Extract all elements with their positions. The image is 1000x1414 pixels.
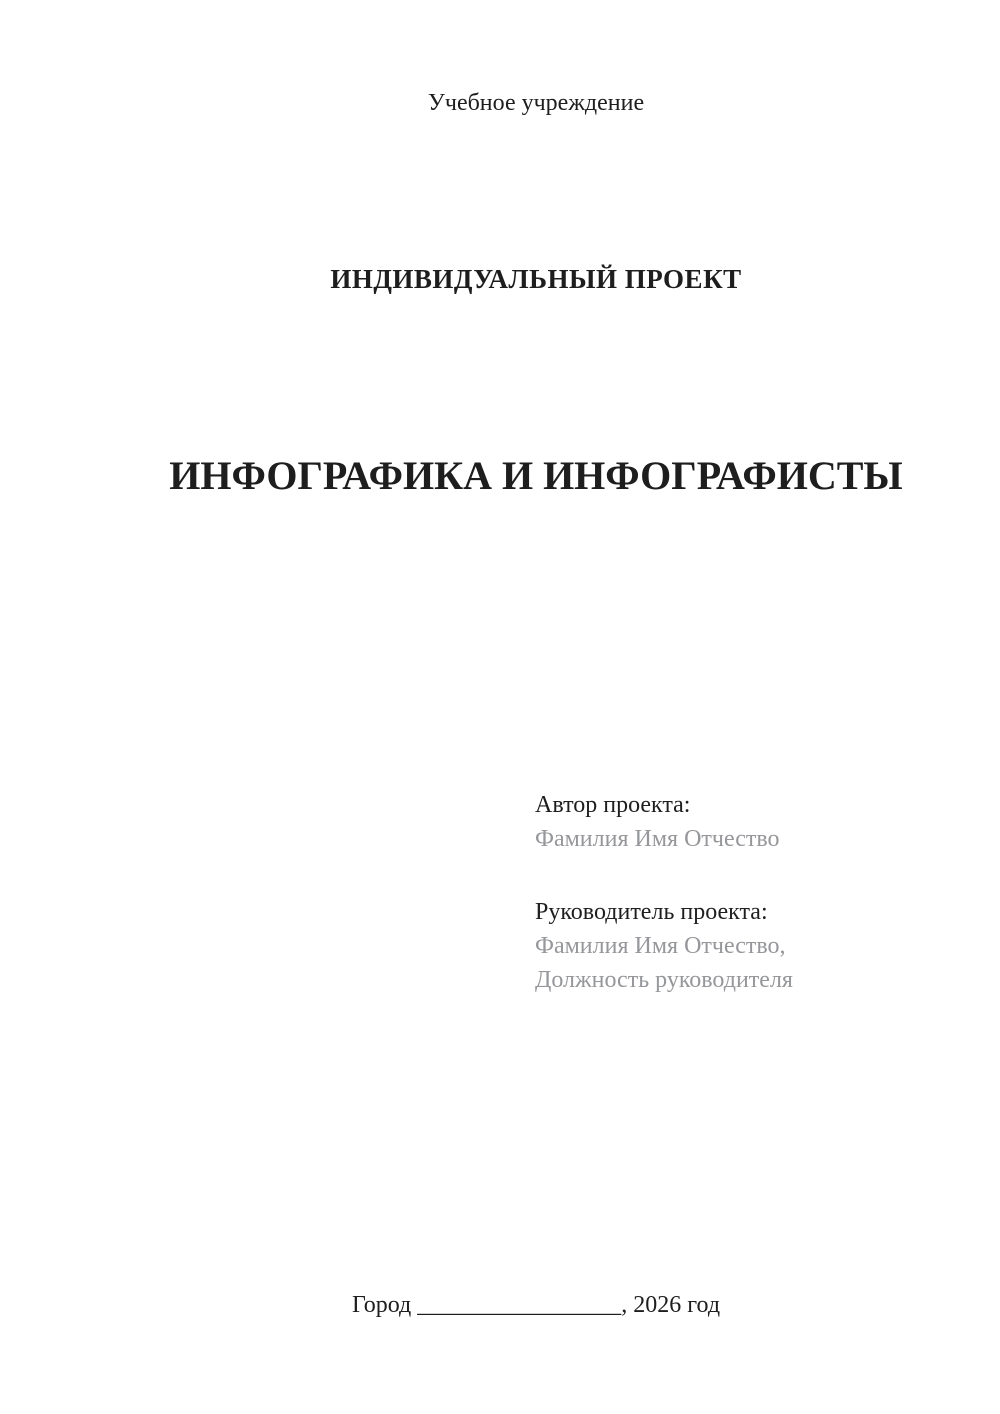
year-suffix: , 2026 год — [621, 1292, 721, 1318]
institution-line: Учебное учреждение — [427, 90, 645, 116]
supervisor-name-placeholder: Фамилия Имя Отчество, — [535, 933, 786, 959]
city-year-line — [143, 1290, 929, 1321]
author-name-placeholder: Фамилия Имя Отчество — [535, 826, 780, 852]
supervisor-label: Руководитель проекта: — [535, 899, 768, 925]
project-title: ИНФОГРАФИКА И ИНФОГРАФИСТЫ — [169, 453, 903, 498]
city-blank-line: _________________ — [417, 1292, 622, 1318]
city-label: Город — [351, 1292, 418, 1318]
author-label: Автор проекта: — [535, 792, 691, 818]
credits-block — [535, 788, 793, 997]
supervisor-position-placeholder: Должность руководителя — [535, 967, 793, 993]
project-type-heading: ИНДИВИДУАЛЬНЫЙ ПРОЕКТ — [330, 264, 742, 294]
